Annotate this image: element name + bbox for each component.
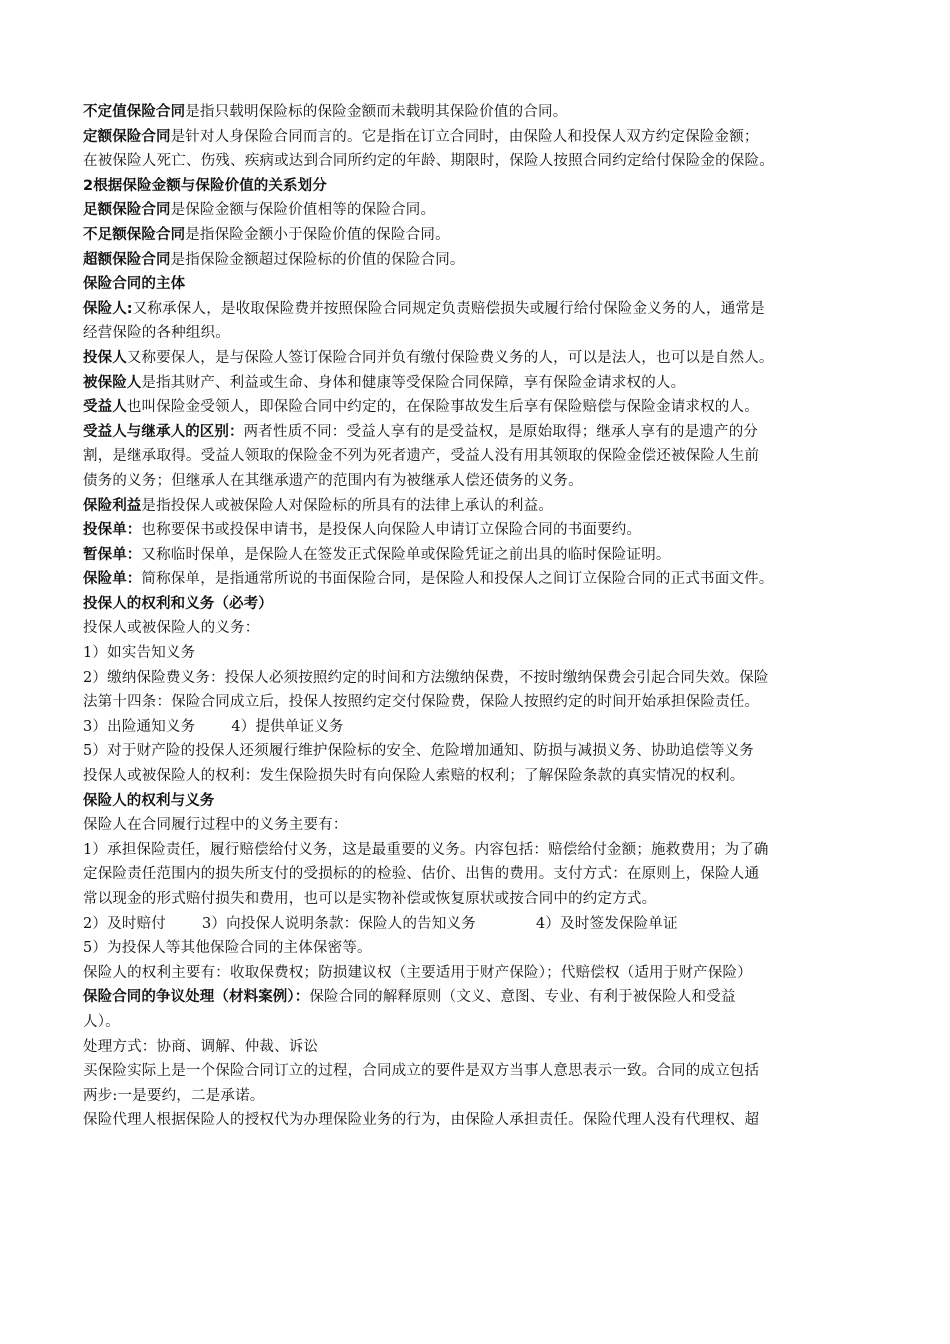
line-text: 保险人在合同履行过程中的义务主要有：: [83, 817, 348, 834]
text-line: [83, 346, 873, 371]
line-text: 是保险金额与保险价值相等的保险合同。: [170, 202, 436, 219]
text-line: [83, 838, 873, 863]
line-text: 两步:一是要约，二是承诺。: [83, 1087, 265, 1104]
line-text: 又称临时保单，是保险人在签发正式保险单或保险凭证之前出具的临时保险证明。: [141, 546, 671, 563]
text-line: [83, 444, 873, 469]
line-text-3: 4）及时签发保险单证: [535, 915, 678, 932]
line-text: 是指保险金额小于保险价值的保险合同。: [185, 226, 450, 243]
text-line: [83, 297, 873, 322]
line-text: 保险代理人根据保险人的授权代为办理保险业务的行为，由保险人承担责任。保险代理人没有代理权、超: [83, 1112, 760, 1129]
line-text: 又称承保人，是收取保险费并按照保险合同规定负责赔偿损失或履行给付保险金义务的人，通常是: [132, 300, 765, 317]
line-text-2: 3）向投保人说明条款：保险人的告知义务: [201, 915, 476, 932]
section-heading: [83, 789, 873, 814]
line-text: 常以现金的形式赔付损失和费用，也可以是实物补偿或恢复原状或按合同中的约定方式。: [83, 891, 657, 907]
text-line: [83, 1108, 873, 1133]
line-text: 1）如实告知义务: [83, 645, 196, 662]
heading-text: 2根据保险金额与保险价值的关系划分: [83, 177, 327, 194]
text-line: [83, 666, 873, 691]
text-line: [83, 641, 873, 666]
term: 受益人与继承人的区别：: [83, 423, 244, 440]
line-text: 保险合同的解释原则（文义、意图、专业、有利于被保险人和受益: [309, 989, 736, 1006]
term: 不足额保险合同: [83, 226, 186, 243]
line-text: 在被保险人死亡、伤残、疾病或达到合同所约定的年龄、期限时，保险人按照合同约定给付保险金的保险。: [83, 153, 774, 170]
document-body: [83, 100, 873, 1133]
line-text: 两者性质不同：受益人享有的是受益权，是原始取得；继承人享有的是遗产的分: [243, 423, 759, 440]
term: 足额保险合同: [83, 202, 171, 219]
line-text: 1）承担保险责任，履行赔偿给付义务，这是最重要的义务。内容包括：赔偿给付金额；施救费用；为了确: [83, 841, 769, 858]
text-line: [83, 567, 873, 592]
line-text: 2）及时赔付: [83, 915, 166, 932]
line-text: 简称保单，是指通常所说的书面保险合同，是保险人和投保人之间订立保险合同的正式书面文件。: [141, 571, 774, 588]
line-text: 是指只载明保险标的保险金额而未载明其保险价值的合同。: [185, 104, 568, 120]
text-line: [83, 494, 873, 519]
text-line: [83, 321, 873, 346]
section-heading: [83, 592, 873, 617]
line-text: 定保险责任范围内的损失所支付的受损标的的检验、估价、出售的费用。支付方式：在原则上，保险人通: [83, 866, 760, 883]
line-text: 割，是继承取得。受益人领取的保险金不列为死者遗产，受益人没有用其领取的保险金偿还被保险人生前: [83, 448, 760, 465]
line-text: 也叫保险金受领人，即保险合同中约定的，在保险事故发生后享有保险赔偿与保险金请求权的人。: [126, 399, 759, 416]
text-line: [83, 1035, 873, 1060]
term: 不定值保险合同: [83, 104, 186, 120]
line-text: 又称要保人，是与保险人签订保险合同并负有缴付保险费义务的人，可以是法人，也可以是自然人。: [126, 349, 774, 366]
line-text: 是指其财产、利益或生命、身体和健康等受保险合同保障，享有保险金请求权的人。: [141, 374, 686, 391]
text-line: [83, 715, 873, 740]
section-heading: [83, 272, 873, 297]
text-line: [83, 813, 873, 838]
line-text: 投保人或被保险人的义务：: [83, 620, 260, 637]
text-line: [83, 1010, 873, 1035]
text-line: [83, 616, 873, 641]
term: 投保人: [83, 349, 127, 366]
text-line: [83, 690, 873, 715]
text-line: [83, 1084, 873, 1109]
line-text: 投保人或被保险人的权利：发生保险损失时有向保险人索赔的权利；了解保险条款的真实情况的权利。: [83, 768, 745, 785]
text-line: [83, 764, 873, 789]
text-line: [83, 149, 873, 174]
text-line: [83, 887, 873, 912]
line-text-2: 4）提供单证义务: [231, 718, 344, 735]
section-heading: [83, 174, 873, 199]
text-line: [83, 961, 873, 986]
text-line: [83, 985, 873, 1010]
heading-text: 保险合同的主体: [83, 276, 186, 293]
line-text: 处理方式：协商、调解、仲裁、诉讼: [83, 1038, 319, 1055]
line-text: 债务的义务；但继承人在其继承遗产的范围内有为被继承人偿还债务的义务。: [83, 472, 583, 489]
line-text: 是指保险金额超过保险标的价值的保险合同。: [170, 251, 465, 268]
text-line: [83, 739, 873, 764]
text-line: [83, 936, 873, 961]
term: 保险合同的争议处理（材料案例）：: [83, 989, 310, 1006]
line-text: 3）出险通知义务: [83, 718, 196, 735]
term: 受益人: [83, 399, 127, 416]
term: 投保单：: [83, 522, 142, 539]
line-text: 保险人的权利主要有：收取保费权；防损建议权（主要适用于财产保险）；代赔偿权（适用于财产保险）: [83, 964, 752, 981]
line-text: 5）为投保人等其他保险合同的主体保密等。: [83, 940, 372, 957]
text-line: [83, 248, 873, 273]
line-text: 经营保险的各种组织。: [83, 325, 230, 342]
line-text: 是针对人身保险合同而言的。它是指在订立合同时，由保险人和投保人双方约定保险金额；: [170, 128, 759, 145]
line-text: 2）缴纳保险费义务：投保人必须按照约定的时间和方法缴纳保费，不按时缴纳保费会引起合同失效。保险: [83, 669, 769, 686]
text-line: [83, 543, 873, 568]
text-line: [83, 395, 873, 420]
text-line: [83, 420, 873, 445]
term: 定额保险合同: [83, 128, 171, 145]
line-text: 是指投保人或被保险人对保险标的所具有的法律上承认的利益。: [141, 497, 554, 514]
heading-text: 投保人的权利和义务（必考）: [83, 595, 273, 612]
text-line: [83, 518, 873, 543]
text-line: [83, 469, 873, 494]
text-line: [83, 912, 873, 937]
term: 保险利益: [83, 497, 142, 514]
text-line: [83, 371, 873, 396]
text-line: [83, 198, 873, 223]
line-text: 5）对于财产险的投保人还须履行维护保险标的安全、危险增加通知、防损与减损义务、协助追偿等义务: [83, 743, 754, 760]
line-text: 法第十四条：保险合同成立后，投保人按照约定交付保险费，保险人按照约定的时间开始承担保险责任。: [83, 694, 760, 711]
text-line: [83, 100, 873, 125]
line-text: 人）。: [83, 1013, 120, 1030]
line-text: 也称要保书或投保申请书，是投保人向保险人申请订立保险合同的书面要约。: [141, 522, 642, 539]
term: 保险单：: [83, 571, 142, 588]
term: 超额保险合同: [83, 251, 171, 268]
text-line: [83, 862, 873, 887]
term: 保险人:: [83, 300, 133, 317]
line-text: 买保险实际上是一个保险合同订立的过程，合同成立的要件是双方当事人意思表示一致。合同的成立包括: [83, 1063, 760, 1080]
text-line: [83, 223, 873, 248]
text-line: [83, 1059, 873, 1084]
term: 被保险人: [83, 374, 142, 391]
text-line: [83, 125, 873, 150]
term: 暂保单：: [83, 546, 142, 563]
heading-text: 保险人的权利与义务: [83, 792, 215, 809]
